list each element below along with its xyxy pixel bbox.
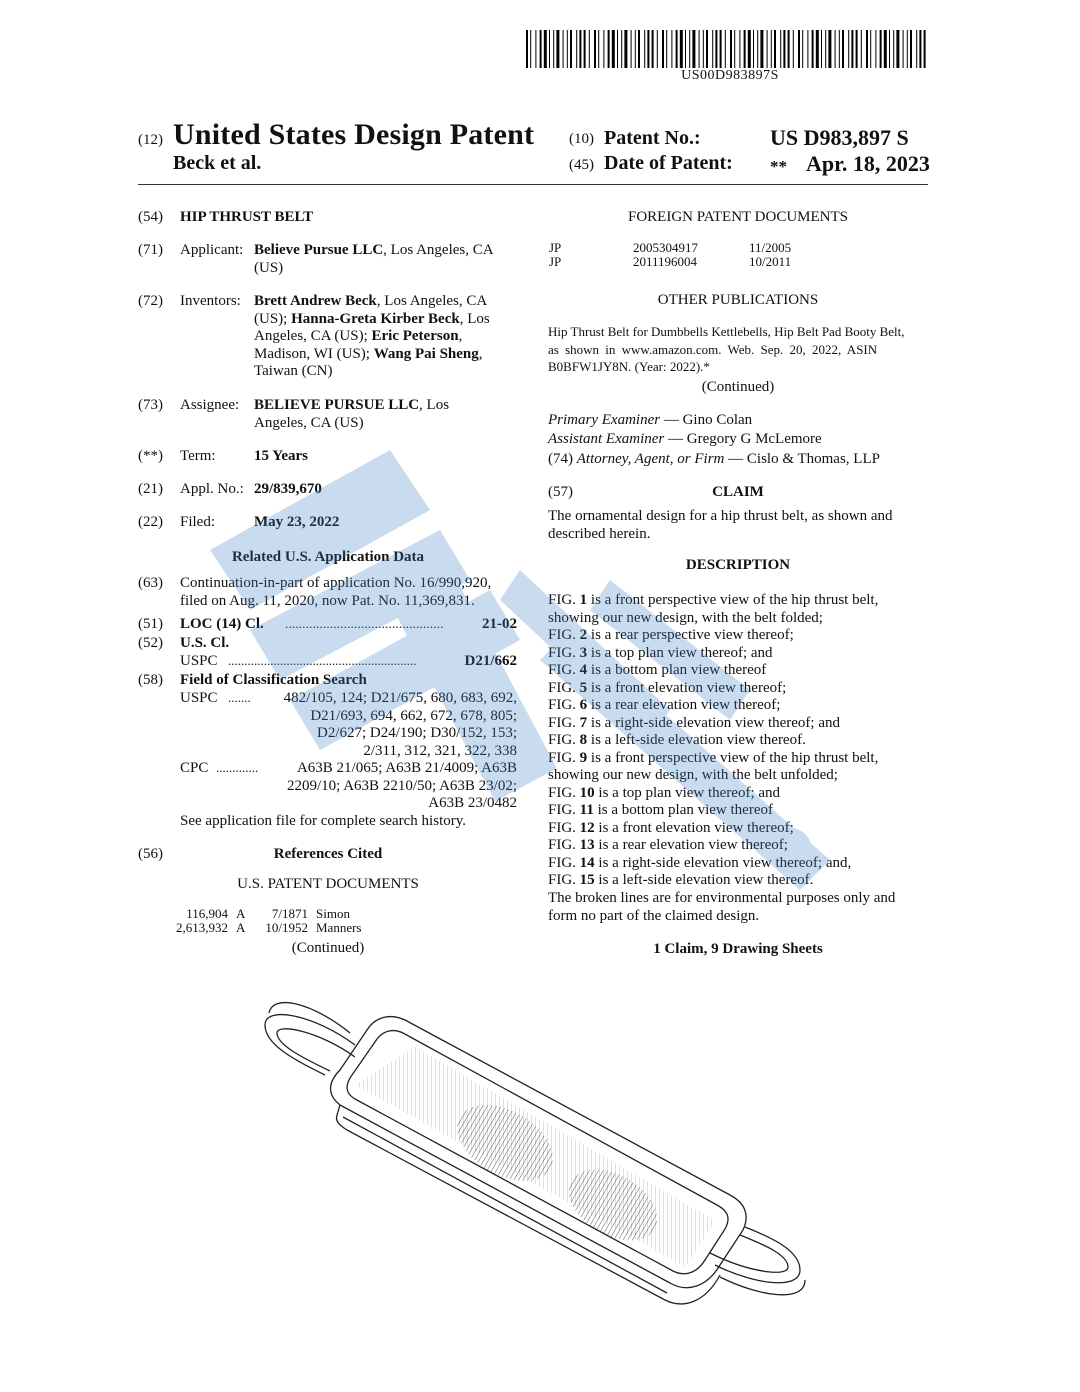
inventor-location: Angeles, CA (US); — [254, 328, 372, 345]
applicant-label: Applicant: — [180, 242, 244, 258]
barcode-bar — [828, 30, 831, 68]
figure-description-line — [548, 697, 930, 715]
patent-no-label: Patent No.: — [604, 127, 701, 149]
barcode-bar — [617, 30, 618, 68]
barcode-bar — [671, 30, 672, 68]
inventor-location: , — [458, 328, 463, 345]
barcode-bar — [835, 30, 836, 68]
doc-date: 10/1952 — [265, 920, 308, 935]
barcode-bar — [584, 30, 586, 68]
field-22-num: (22) — [138, 514, 163, 530]
fig-prefix: FIG. — [548, 592, 580, 608]
search-cpc-dots: ............. — [216, 760, 259, 775]
applicant — [254, 242, 516, 277]
barcode-bar — [753, 30, 754, 68]
tag-10: (10) — [569, 131, 594, 147]
barcode-bar — [771, 30, 772, 68]
filed-value: May 23, 2022 — [254, 514, 340, 530]
assignee-name: BELIEVE PURSUE LLC — [254, 397, 420, 413]
inventor-name: Hanna-Greta Kirber Beck — [291, 310, 460, 327]
inventor-location: Madison, WI (US); — [254, 345, 374, 362]
search-uspc-dots: ....... — [228, 690, 251, 705]
claim-line: The ornamental design for a hip thrust belt, as shown and — [548, 508, 893, 524]
fig-description: is a front elevation view thereof; — [587, 679, 787, 696]
fig-description: showing our new design, with the belt folded; — [548, 609, 823, 626]
barcode-bar — [603, 30, 604, 68]
foreign-docs-table — [545, 241, 795, 269]
barcode-bar — [780, 30, 781, 68]
fig-number: 3 — [579, 644, 588, 661]
us-cl-leader-dots: .......................................................... — [228, 653, 417, 668]
broken-lines-note — [548, 890, 928, 925]
fig-number: 12 — [579, 819, 595, 836]
fig-prefix: FIG. — [548, 837, 580, 853]
barcode-bar — [725, 30, 726, 68]
barcode-bar — [676, 30, 678, 68]
barcode-bar — [579, 30, 581, 68]
barcode — [526, 30, 928, 68]
fig-description: is a front elevation view thereof; — [594, 819, 794, 836]
barcode-bar — [861, 30, 862, 68]
appl-no-value: 29/839,670 — [254, 481, 322, 497]
barcode-bar — [870, 30, 871, 68]
figure-description-line — [548, 592, 930, 610]
table-row — [160, 907, 366, 921]
barcode-bar — [856, 30, 858, 68]
barcode-bar — [848, 30, 849, 68]
barcode-bar — [748, 30, 751, 68]
field-52-num: (52) — [138, 635, 163, 651]
field-63-num: (63) — [138, 575, 163, 591]
term-label: Term: — [180, 448, 216, 464]
table-row — [160, 921, 366, 935]
barcode-bar — [680, 30, 683, 68]
barcode-bar — [907, 30, 908, 68]
fig-prefix: FIG. — [548, 784, 580, 801]
fig-description: is a right-side elevation view thereof; and, — [594, 854, 852, 871]
figure-description-line — [548, 715, 930, 733]
barcode-bar — [720, 30, 722, 68]
barcode-bar — [880, 30, 882, 68]
figure-description-line — [548, 820, 930, 838]
barcode-bar — [730, 30, 732, 68]
barcode-bar — [598, 30, 599, 68]
barcode-bar — [788, 30, 790, 68]
uspc-line: 482/105, 124; D21/675, 680, 683, 692, — [283, 690, 517, 706]
barcode-bar — [802, 30, 803, 68]
classification-search-label: Field of Classification Search — [180, 672, 367, 688]
barcode-bar — [621, 30, 622, 68]
barcode-bar — [783, 30, 785, 68]
term-value: 15 Years — [254, 448, 309, 464]
barcode-bar — [884, 30, 887, 68]
field-71-num: (71) — [138, 242, 163, 258]
doc-date: 11/2005 — [749, 240, 792, 255]
loc-label: LOC (14) Cl. — [180, 616, 264, 632]
attorney-label: Attorney, Agent, or Firm — [576, 451, 725, 467]
us-cl-value: D21/662 — [464, 653, 517, 669]
barcode-bar — [666, 30, 667, 68]
date-label: Date of Patent: — [604, 152, 733, 174]
fig-prefix: FIG. — [548, 854, 580, 871]
barcode-bar — [821, 30, 822, 68]
fig-prefix: FIG. — [548, 872, 580, 888]
barcode-bar — [839, 30, 840, 68]
barcode-bar — [638, 30, 640, 68]
fig-number: 14 — [579, 854, 595, 871]
figure-list — [548, 592, 930, 890]
doc-number: 2011196004 — [633, 254, 698, 269]
barcode-bar — [919, 30, 921, 68]
attorney-name: — Cislo & Thomas, LLP — [724, 451, 880, 467]
fig-prefix: FIG. — [548, 802, 580, 818]
doc-country: JP — [549, 240, 562, 255]
table-row — [545, 255, 795, 269]
references-cited-heading: References Cited — [273, 846, 383, 862]
barcode-bar — [739, 30, 740, 68]
fig-description: is a front perspective view of the hip thrust belt, — [587, 749, 879, 766]
us-patent-docs-heading: U.S. PATENT DOCUMENTS — [237, 876, 419, 892]
barcode-bar — [689, 30, 690, 68]
barcode-bar — [715, 30, 717, 68]
fig-description: is a rear elevation view thereof; — [587, 697, 781, 713]
figure-description-line — [548, 802, 930, 820]
barcode-bar — [767, 30, 768, 68]
inventor-location: , Los Angeles, CA — [376, 293, 488, 309]
fig-prefix: FIG. — [548, 749, 580, 766]
inventor-location: Taiwan (CN) — [254, 363, 333, 380]
barcode-bar — [712, 30, 713, 68]
fig-prefix: FIG. — [548, 714, 580, 731]
figure-description-line — [548, 610, 930, 628]
search-history-note: See application file for complete search history. — [180, 813, 467, 829]
barcode-bar — [903, 30, 904, 68]
publication-line: Hip Thrust Belt for Dumbbells Kettlebells, Hip Belt Pad Booty Belt, — [548, 324, 905, 339]
hip-thrust-belt-drawing — [255, 975, 815, 1315]
inventor-name: Wang Pai Sheng — [373, 345, 479, 362]
loc-value: 21-02 — [482, 616, 517, 632]
doc-name: Manners — [316, 920, 362, 935]
fig-number: 2 — [579, 627, 588, 643]
doc-number: 2,613,932 — [176, 920, 228, 935]
doc-country: JP — [549, 254, 562, 269]
fig-description: is a right-side elevation view thereof; and — [587, 714, 841, 731]
barcode-bar — [924, 30, 926, 68]
inventor-location: , Los — [459, 310, 490, 327]
barcode-bar — [842, 30, 844, 68]
fig-number: 8 — [579, 732, 588, 748]
fig-description: is a bottom plan view thereof — [593, 802, 773, 818]
fig-description: showing our new design, with the belt unfolded; — [548, 767, 838, 783]
figure-description-line — [548, 662, 930, 680]
fig-number: 6 — [579, 697, 588, 713]
date-mark: ** — [770, 157, 787, 176]
field-72-num: (72) — [138, 293, 163, 309]
title-of-invention: HIP THRUST BELT — [180, 209, 314, 225]
fig-number: 9 — [579, 749, 588, 766]
barcode-bar — [793, 30, 794, 68]
barcode-bar — [812, 30, 814, 68]
fig-number: 7 — [579, 714, 588, 731]
fig-number: 11 — [579, 802, 594, 818]
fig-number: 5 — [579, 679, 588, 696]
doc-number: 2005304917 — [633, 240, 698, 255]
appl-no-label: Appl. No.: — [180, 481, 244, 497]
patent-number: US D983,897 S — [770, 125, 909, 150]
barcode-bar — [889, 30, 890, 68]
barcode-bar — [612, 30, 615, 68]
barcode-bar — [662, 30, 664, 68]
barcode-bar — [851, 30, 853, 68]
barcode-bar — [647, 30, 649, 68]
barcode-bar — [774, 30, 776, 68]
fig-description: is a rear perspective view thereof; — [587, 627, 794, 643]
inventors — [254, 293, 516, 381]
barcode-bar — [535, 30, 536, 68]
continuation-line: filed on Aug. 11, 2020, now Pat. No. 11,369,831. — [180, 592, 475, 609]
barcode-bar — [916, 30, 917, 68]
continuation-text — [180, 575, 520, 610]
assistant-examiner-label: Assistant Examiner — [548, 431, 665, 447]
field-74-num: (74) — [548, 451, 573, 467]
barcode-bar — [798, 30, 800, 68]
barcode-bar — [553, 30, 554, 68]
us-cl-uspc-label: USPC — [180, 653, 218, 669]
barcode-bar — [594, 30, 596, 68]
other-publications-heading: OTHER PUBLICATIONS — [657, 292, 819, 308]
fig-description: is a top plan view thereof; and — [587, 644, 773, 661]
primary-examiner-label: Primary Examiner — [548, 412, 661, 428]
field-54-num: (54) — [138, 209, 163, 225]
barcode-bar — [608, 30, 610, 68]
fig-number: 13 — [579, 837, 595, 853]
figure-description-line — [548, 627, 930, 645]
barcode-number: US00D983897S — [681, 68, 779, 83]
claim-line: described herein. — [548, 525, 651, 542]
field-51-num: (51) — [138, 616, 163, 632]
claims-summary: 1 Claim, 9 Drawing Sheets — [653, 941, 823, 957]
figure-description-line — [548, 680, 930, 698]
field-56-num: (56) — [138, 846, 163, 862]
assignee-label: Assignee: — [180, 397, 240, 413]
uspc-line: D2/627; D24/190; D30/152, 153; — [316, 725, 517, 742]
barcode-bar — [816, 30, 819, 68]
barcode-bar — [807, 30, 808, 68]
claim-heading: CLAIM — [712, 484, 764, 500]
barcode-bar — [635, 30, 636, 68]
primary-examiner — [548, 412, 752, 430]
attorney — [548, 451, 880, 469]
doc-number: 116,904 — [186, 906, 228, 921]
uspc-line: 2/311, 312, 321, 322, 338 — [363, 742, 517, 759]
barcode-bar — [706, 30, 708, 68]
barcode-bar — [576, 30, 577, 68]
barcode-bar — [530, 30, 531, 68]
inventor-location: , — [478, 345, 483, 362]
assignee — [254, 397, 516, 432]
description-heading: DESCRIPTION — [685, 557, 791, 573]
field-21-num: (21) — [138, 481, 163, 497]
table-row — [545, 241, 795, 255]
figure-description-line — [548, 785, 930, 803]
primary-examiner-name: — Gino Colan — [660, 412, 753, 428]
fig-prefix: FIG. — [548, 644, 580, 661]
header-rule — [138, 184, 928, 185]
barcode-bar — [734, 30, 735, 68]
inventor-location: (US); — [254, 310, 292, 327]
fig-description: is a rear elevation view thereof; — [594, 837, 788, 853]
filed-label: Filed: — [180, 514, 216, 530]
publication-line: B0BFW1JY8N. (Year: 2022).* — [548, 359, 710, 374]
field-73-num: (73) — [138, 397, 163, 413]
assignee-location: , Los — [419, 397, 450, 413]
barcode-bar — [866, 30, 868, 68]
foreign-docs-heading: FOREIGN PATENT DOCUMENTS — [627, 209, 849, 225]
us-docs-continued: (Continued) — [291, 940, 365, 956]
fig-description: is a front perspective view of the hip thrust belt, — [587, 592, 879, 608]
note-line: The broken lines are for environmental purposes only and — [548, 890, 896, 906]
barcode-bar — [556, 30, 559, 68]
fig-description: is a left-side elevation view thereof. — [587, 732, 806, 748]
applicant-name: Believe Pursue LLC — [254, 242, 384, 258]
assistant-examiner — [548, 431, 822, 449]
fig-description: is a bottom plan view thereof — [587, 662, 767, 678]
fig-description: is a top plan view thereof; and — [594, 784, 781, 801]
us-patent-docs-table — [160, 907, 366, 935]
claim-text — [548, 508, 928, 543]
authors: Beck et al. — [173, 152, 262, 174]
inventors-label: Inventors: — [180, 293, 241, 309]
fig-number: 1 — [579, 592, 588, 608]
applicant-country: (US) — [254, 259, 284, 276]
barcode-bar — [589, 30, 590, 68]
barcode-bar — [685, 30, 686, 68]
barcode-bar — [657, 30, 658, 68]
doc-kind: A — [236, 906, 246, 921]
barcode-bar — [570, 30, 572, 68]
barcode-bar — [692, 30, 695, 68]
figure-description-line — [548, 855, 930, 873]
continuation-line: Continuation-in-part of application No. 16/990,920, — [180, 575, 492, 591]
figure-description-line — [548, 872, 930, 890]
publication-line: as shown in www.amazon.com. Web. Sep. 20, 2022, ASIN — [548, 341, 878, 357]
us-cl-label: U.S. Cl. — [180, 635, 230, 651]
doc-name: Simon — [316, 906, 350, 921]
doc-date: 10/2011 — [749, 254, 792, 269]
barcode-bar — [760, 30, 763, 68]
fig-prefix: FIG. — [548, 819, 580, 836]
loc-leader-dots: .............................................. — [285, 616, 444, 631]
applicant-location: , Los Angeles, CA — [383, 242, 494, 258]
barcode-bar — [875, 30, 876, 68]
barcode-bar — [757, 30, 758, 68]
cpc-line: A63B 23/0482 — [428, 795, 517, 812]
search-uspc-label: USPC — [180, 690, 218, 706]
barcode-bar — [549, 30, 550, 68]
barcode-bar — [910, 30, 912, 68]
barcode-bar — [540, 30, 542, 68]
barcode-bar — [526, 30, 528, 68]
fig-prefix: FIG. — [548, 732, 580, 748]
field-57-num: (57) — [548, 484, 573, 500]
inventor-name: Eric Peterson — [371, 328, 459, 345]
field-term-num: (**) — [138, 448, 163, 464]
figure-description-line — [548, 837, 930, 855]
figure-description-line — [548, 767, 930, 785]
tag-45: (45) — [569, 157, 594, 173]
cpc-line: 2209/10; A63B 2210/50; A63B 23/02; — [286, 777, 517, 794]
other-pubs-continued: (Continued) — [701, 379, 775, 395]
figure-description-line — [548, 645, 930, 663]
related-data-heading: Related U.S. Application Data — [231, 549, 425, 565]
other-publication — [548, 323, 928, 376]
fig-number: 10 — [579, 784, 595, 801]
patent-date: Apr. 18, 2023 — [806, 151, 930, 176]
barcode-bar — [563, 30, 564, 68]
barcode-bar — [567, 30, 568, 68]
field-58-num: (58) — [138, 672, 163, 688]
barcode-bar — [631, 30, 632, 68]
fig-number: 4 — [579, 662, 588, 678]
barcode-bar — [896, 30, 899, 68]
barcode-bar — [893, 30, 894, 68]
search-cpc-label: CPC — [180, 760, 209, 776]
barcode-bar — [644, 30, 645, 68]
barcode-bar — [825, 30, 826, 68]
barcode-bar — [652, 30, 654, 68]
uspc-line: D21/693, 694, 662, 672, 678, 805; — [310, 707, 517, 724]
barcode-bar — [544, 30, 547, 68]
search-uspc-values — [260, 690, 517, 760]
search-cpc-values — [260, 760, 517, 813]
barcode-bar — [624, 30, 627, 68]
note-line: form no part of the claimed design. — [548, 907, 760, 924]
fig-number: 15 — [579, 872, 595, 888]
figure-description-line — [548, 750, 930, 768]
figure-description-line — [548, 732, 930, 750]
assignee-location: Angeles, CA (US) — [254, 414, 364, 431]
cpc-line: A63B 21/065; A63B 21/4009; A63B — [296, 760, 517, 776]
barcode-bar — [703, 30, 704, 68]
fig-prefix: FIG. — [548, 697, 580, 713]
fig-prefix: FIG. — [548, 679, 580, 696]
doc-kind: A — [236, 920, 246, 935]
barcode-bar — [699, 30, 700, 68]
barcode-bar — [744, 30, 746, 68]
tag-12: (12) — [138, 132, 163, 148]
fig-prefix: FIG. — [548, 627, 580, 643]
fig-description: is a left-side elevation view thereof. — [594, 872, 814, 888]
inventor-name: Brett Andrew Beck — [254, 293, 377, 309]
patent-type-title: United States Design Patent — [173, 118, 535, 151]
fig-prefix: FIG. — [548, 662, 580, 678]
assistant-examiner-name: — Gregory G McLemore — [664, 431, 822, 447]
doc-date: 7/1871 — [271, 906, 308, 921]
